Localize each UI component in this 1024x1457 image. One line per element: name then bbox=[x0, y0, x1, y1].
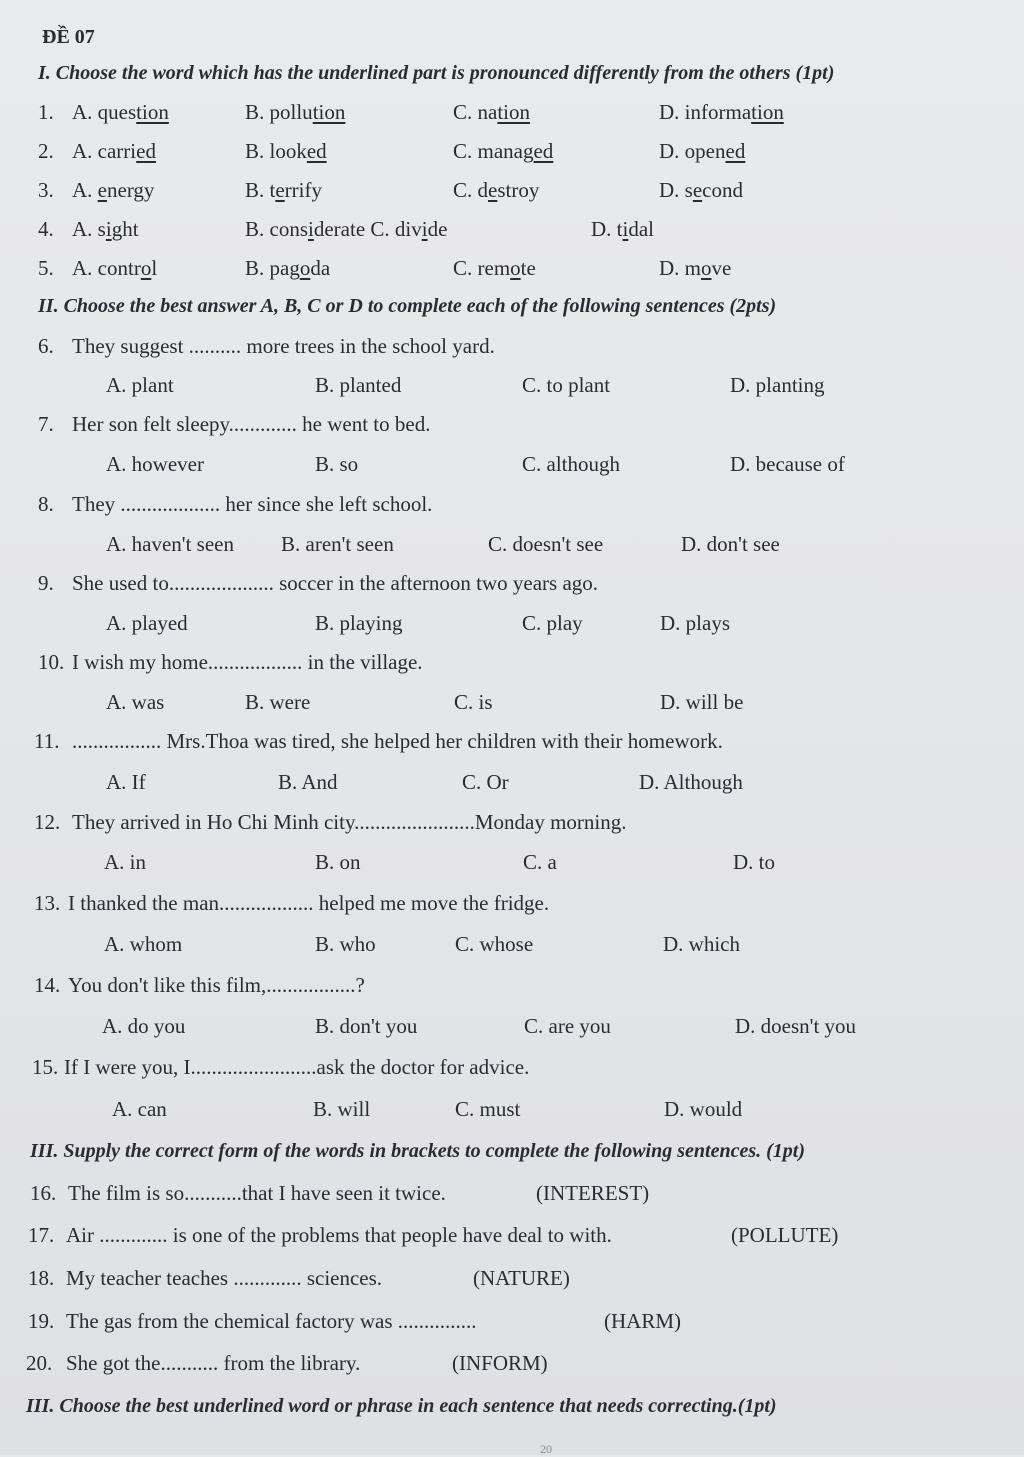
option-c: C. a bbox=[523, 850, 557, 874]
option-c: C. nation bbox=[453, 100, 530, 124]
question-stem: The film is so...........that I have seen it twice. bbox=[68, 1181, 446, 1205]
question-number: 1. bbox=[38, 100, 54, 124]
option-c: C. Or bbox=[462, 770, 509, 794]
word-in-brackets: (INFORM) bbox=[452, 1351, 548, 1375]
option-c: C. must bbox=[455, 1097, 521, 1121]
question-number: 6. bbox=[38, 334, 54, 358]
option-c: C. doesn't see bbox=[488, 532, 604, 556]
option-d: D. information bbox=[659, 100, 784, 124]
question-stem: I thanked the man.................. helped me move the fridge. bbox=[68, 891, 550, 915]
option-d: D. will be bbox=[660, 690, 744, 714]
option-b: B. so bbox=[315, 452, 359, 476]
question-number: 18. bbox=[28, 1266, 55, 1290]
option-b: B. pagoda bbox=[245, 256, 331, 280]
question-stem: She got the........... from the library. bbox=[66, 1351, 361, 1375]
word-in-brackets: (INTEREST) bbox=[536, 1181, 650, 1205]
option-c: C. whose bbox=[455, 932, 534, 956]
option-b: B. don't you bbox=[315, 1014, 418, 1038]
question-number: 19. bbox=[28, 1309, 55, 1333]
section-3-heading: III. Supply the correct form of the words in brackets to complete the following sentences. (1pt) bbox=[30, 1140, 805, 1162]
option-b: B. aren't seen bbox=[281, 532, 394, 556]
option-d: D. move bbox=[659, 256, 732, 280]
word-in-brackets: (POLLUTE) bbox=[731, 1223, 839, 1247]
option-d: D. tidal bbox=[591, 217, 654, 241]
option-c: C. managed bbox=[453, 139, 554, 163]
question-number: 2. bbox=[38, 139, 54, 163]
option-a: A. do you bbox=[102, 1014, 186, 1038]
option-a: A. however bbox=[106, 452, 204, 476]
question-number: 12. bbox=[34, 810, 61, 834]
option-d: D. Although bbox=[639, 770, 743, 794]
section-1-heading: I. Choose the word which has the underlined part is pronounced differently from the others (1pt) bbox=[38, 62, 835, 84]
option-b: B. on bbox=[315, 850, 361, 874]
option-a: A. question bbox=[72, 100, 169, 124]
question-stem: I wish my home.................. in the village. bbox=[72, 650, 423, 674]
option-a: A. can bbox=[112, 1097, 167, 1121]
question-number: 10. bbox=[38, 650, 65, 674]
option-a: A. was bbox=[106, 690, 165, 714]
option-a: A. carried bbox=[72, 139, 156, 163]
option-c: C. to plant bbox=[522, 373, 611, 397]
option-a: A. whom bbox=[104, 932, 183, 956]
option-d: D. second bbox=[659, 178, 743, 202]
option-c: C. although bbox=[522, 452, 620, 476]
word-in-brackets: (NATURE) bbox=[473, 1266, 570, 1290]
question-number: 15. bbox=[32, 1055, 59, 1079]
option-d: D. doesn't you bbox=[735, 1014, 857, 1038]
question-number: 4. bbox=[38, 217, 54, 241]
option-a: A. energy bbox=[72, 178, 155, 202]
option-b: B. were bbox=[245, 690, 311, 714]
option-b: B. will bbox=[313, 1097, 371, 1121]
page-number: 20 bbox=[540, 1442, 552, 1456]
question-stem: The gas from the chemical factory was ............... bbox=[66, 1309, 477, 1333]
question-stem: She used to.................... soccer in the afternoon two years ago. bbox=[72, 571, 599, 595]
word-in-brackets: (HARM) bbox=[604, 1309, 681, 1333]
question-stem: ................. Mrs.Thoa was tired, she helped her children with their homework. bbox=[72, 729, 723, 753]
question-number: 20. bbox=[26, 1351, 53, 1375]
question-stem: You don't like this film,.................? bbox=[68, 973, 365, 997]
option-a: A. sight bbox=[72, 217, 139, 241]
option-b: B. playing bbox=[315, 611, 403, 635]
option-d: D. opened bbox=[659, 139, 746, 163]
exam-title: ĐỀ 07 bbox=[42, 26, 95, 48]
question-number: 9. bbox=[38, 571, 54, 595]
option-a: A. haven't seen bbox=[106, 532, 234, 556]
question-stem: My teacher teaches ............. sciences. bbox=[66, 1266, 383, 1290]
option-b: B. looked bbox=[245, 139, 327, 163]
option-b-c: B. considerate C. divide bbox=[245, 217, 448, 241]
option-b: B. terrify bbox=[245, 178, 322, 202]
option-a: A. plant bbox=[106, 373, 174, 397]
option-c: C. are you bbox=[524, 1014, 611, 1038]
option-d: D. to bbox=[733, 850, 775, 874]
option-d: D. don't see bbox=[681, 532, 780, 556]
question-stem: If I were you, I........................ask the doctor for advice. bbox=[64, 1055, 530, 1079]
option-d: D. plays bbox=[660, 611, 730, 635]
question-number: 7. bbox=[38, 412, 54, 436]
option-a: A. control bbox=[72, 256, 158, 280]
option-b: B. pollution bbox=[245, 100, 346, 124]
option-c: C. remote bbox=[453, 256, 536, 280]
option-b: B. And bbox=[278, 770, 338, 794]
option-b: B. planted bbox=[315, 373, 402, 397]
section-2-heading: II. Choose the best answer A, B, C or D to complete each of the following sentences (2pts) bbox=[38, 295, 777, 317]
option-d: D. planting bbox=[730, 373, 825, 397]
option-a: A. in bbox=[104, 850, 146, 874]
question-stem: Her son felt sleepy............. he went to bed. bbox=[72, 412, 431, 436]
question-stem: They arrived in Ho Chi Minh city.......................Monday morning. bbox=[72, 810, 627, 834]
option-a: A. played bbox=[106, 611, 188, 635]
option-c: C. is bbox=[454, 690, 493, 714]
option-c: C. play bbox=[522, 611, 583, 635]
question-number: 17. bbox=[28, 1223, 55, 1247]
question-number: 16. bbox=[30, 1181, 57, 1205]
option-b: B. who bbox=[315, 932, 376, 956]
option-c: C. destroy bbox=[453, 178, 540, 202]
question-number: 14. bbox=[34, 973, 61, 997]
option-d: D. because of bbox=[730, 452, 845, 476]
section-4-heading: III. Choose the best underlined word or phrase in each sentence that needs correcting.(1pt) bbox=[26, 1395, 777, 1417]
option-d: D. which bbox=[663, 932, 740, 956]
question-stem: They suggest .......... more trees in the school yard. bbox=[72, 334, 495, 358]
question-stem: They ................... her since she left school. bbox=[72, 492, 433, 516]
question-number: 11. bbox=[34, 729, 60, 753]
option-a: A. If bbox=[106, 770, 146, 794]
question-number: 3. bbox=[38, 178, 54, 202]
question-number: 13. bbox=[34, 891, 61, 915]
question-stem: Air ............. is one of the problems that people have deal to with. bbox=[66, 1223, 612, 1247]
question-number: 5. bbox=[38, 256, 54, 280]
question-number: 8. bbox=[38, 492, 54, 516]
option-d: D. would bbox=[664, 1097, 743, 1121]
